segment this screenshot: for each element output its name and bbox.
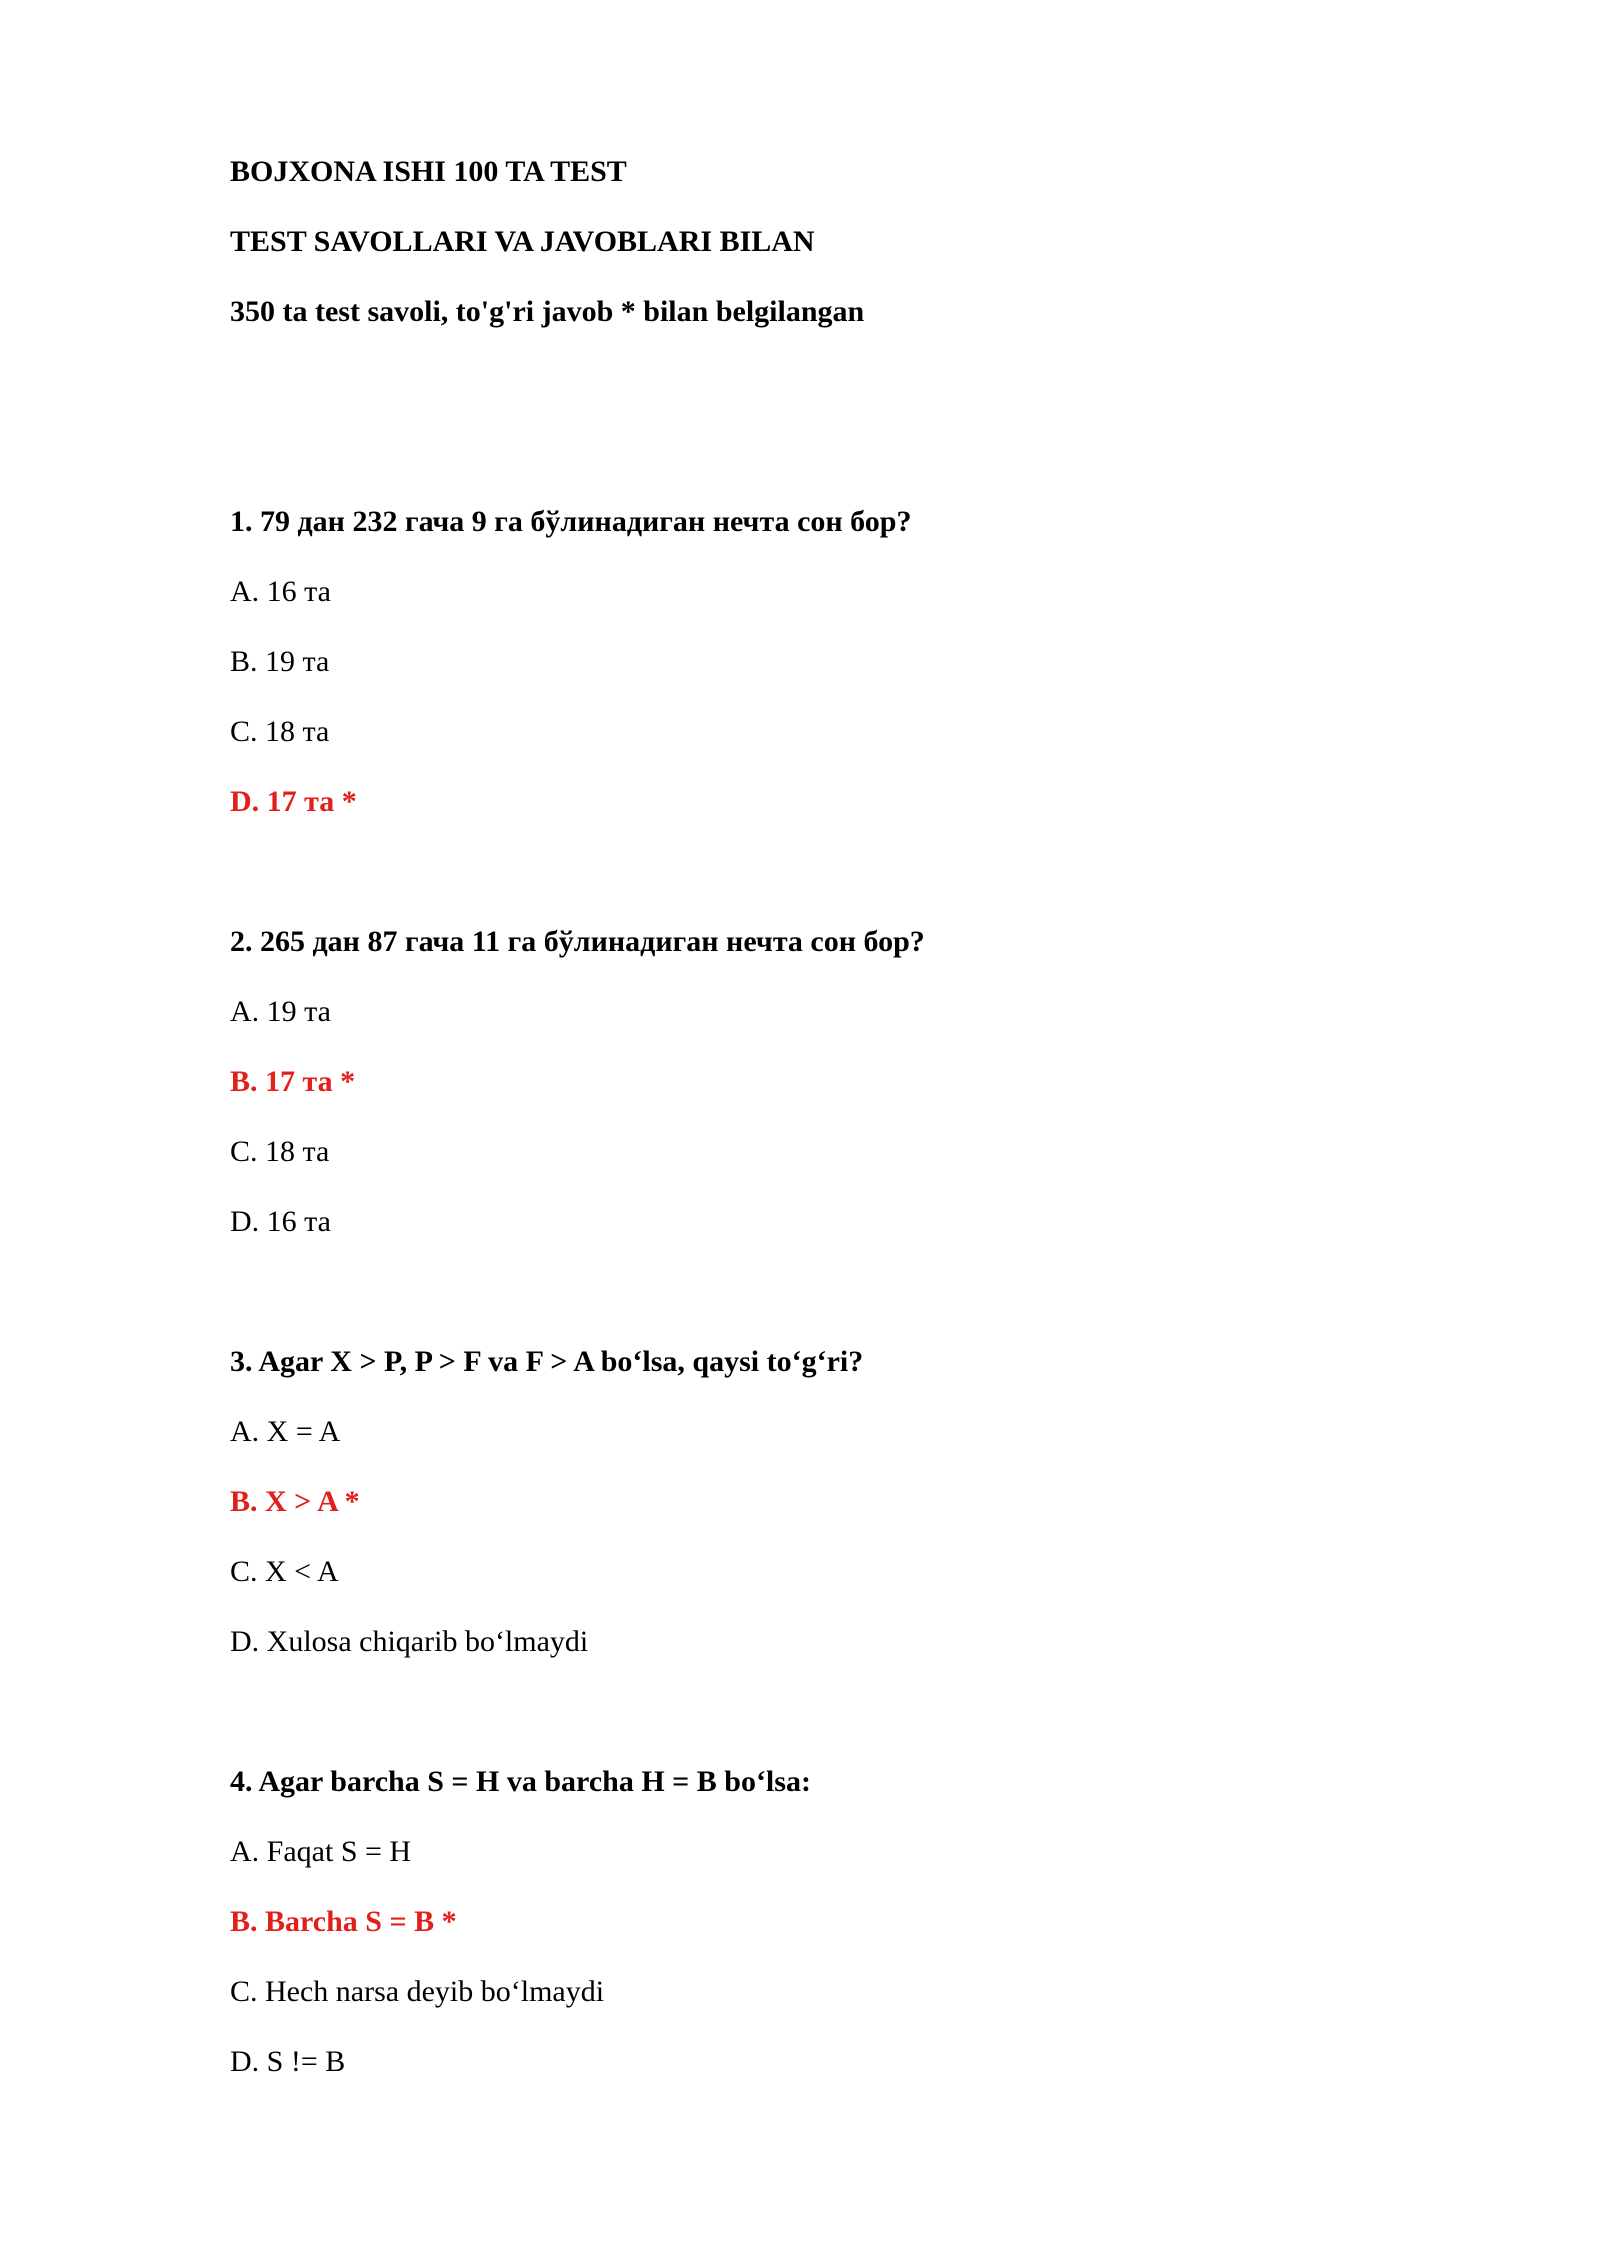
question-3-option-d: D. Xulosa chiqarib bo‘lmaydi	[230, 1625, 589, 1658]
question-3-option-a: A. X = A	[230, 1415, 341, 1448]
question-1-text: 1. 79 дан 232 гача 9 га бўлинадиган нечта сон бор?	[230, 505, 912, 538]
question-3-text: 3. Agar X > P, P > F va F > A bo‘lsa, qaysi to‘g‘ri?	[230, 1345, 864, 1378]
document-title: BOJXONA ISHI 100 TA TEST	[230, 155, 627, 188]
document-subtitle: TEST SAVOLLARI VA JAVOBLARI BILAN	[230, 225, 815, 258]
question-4-option-b-correct: B. Barcha S = B *	[230, 1905, 457, 1938]
question-2-option-a: A. 19 та	[230, 995, 331, 1028]
document-note: 350 ta test savoli, to'g'ri javob * bilan belgilangan	[230, 295, 865, 328]
question-1-option-a: A. 16 та	[230, 575, 331, 608]
question-3-option-c: C. X < A	[230, 1555, 339, 1588]
question-2-option-c: C. 18 та	[230, 1135, 330, 1168]
question-2-option-b-correct: B. 17 та *	[230, 1065, 356, 1098]
question-4-option-a: A. Faqat S = H	[230, 1835, 412, 1868]
question-1-option-b: B. 19 та	[230, 645, 330, 678]
question-3-option-b-correct: B. X > A *	[230, 1485, 360, 1518]
question-1-option-c: C. 18 та	[230, 715, 330, 748]
question-4-option-c: C. Hech narsa deyib bo‘lmaydi	[230, 1975, 605, 2008]
question-2-option-d: D. 16 та	[230, 1205, 331, 1238]
question-4-text: 4. Agar barcha S = H va barcha H = B bo‘lsa:	[230, 1765, 811, 1798]
question-1-option-d-correct: D. 17 та *	[230, 785, 357, 818]
question-2-text: 2. 265 дан 87 гача 11 га бўлинадиган нечта сон бор?	[230, 925, 925, 958]
question-4-option-d: D. S != B	[230, 2045, 346, 2078]
